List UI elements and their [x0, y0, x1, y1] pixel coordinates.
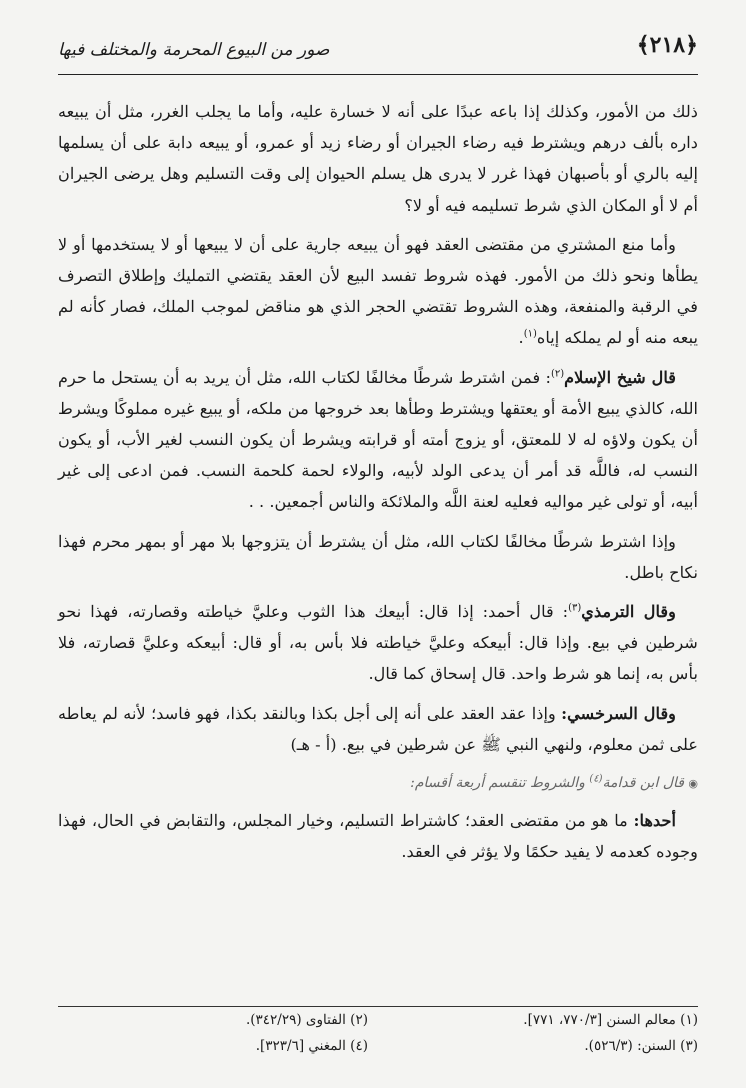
paragraph-text: : فمن اشترط شرطًا مخالفًا لكتاب الله، مثل أن يريد به أن يستحل ما حرم الله، كالذي يبيع الأمة أو يعتقها ويشترط وطأها بعد خروجها من ملكه، أو يبيع غيره مملوكًا ويشرط أن يكون ولاؤه له لا للمعتق، أو يزوج أمته أو قرابته ويشرط أن يكون النسب لغير الأب، أو يكون النسب له، فاللَّه قد أمر أن يدعى الولد لأبيه، والولاء لحمة كلحمة النسب. فمن ادعى إلى غير أبيه، أو تولى غير مواليه فعليه لعنة اللَّه والملائكة والناس أجمعين. . . [58, 367, 698, 512]
paragraph [58, 362, 698, 518]
paragraph [58, 96, 698, 221]
quote-lead: قال شيخ الإسلام [564, 367, 676, 387]
footnote-ref: (٢) [550, 368, 565, 380]
footnote: (٤) المغني [٣٢٣/٦]. [255, 1038, 368, 1054]
paragraph-text: وأما منع المشتري من مقتضى العقد فهو أن يبيعه جارية على أن لا يبيعها أو لا يستخدمها أو لا يطأها ونحو ذلك من الأمور. فهذه شروط تفسد البيع لأن العقد يقتضي التمليك وإطلاق التصرف في الرقبة والمنفعة، وهذه الشروط تقتضي الحجر الذي هو مناقض لموجب الملك، فصار كأنه لم يبعه منه أو لم يملكه إياه [58, 234, 698, 348]
bullet-icon: ◉ [688, 777, 698, 791]
paragraph [58, 526, 698, 588]
footnote: (١) معالم السنن [٧٧٠/٣، ٧٧١]. [523, 1012, 698, 1028]
footnote: (٣) السنن: (٥٢٦/٣). [584, 1038, 698, 1054]
footnote: (٢) الفتاوى (٣٤٢/٢٩). [245, 1012, 368, 1028]
paragraph-text: وإذا عقد العقد على أنه إلى أجل بكذا وبالنقد بكذا، فهو فاسد؛ لأنه لم يعاطه على ثمن معلوم، ولنهي النبي ﷺ عن شرطين في بيع. (أ - هـ) [58, 703, 698, 754]
page-header [58, 32, 698, 72]
footnotes [58, 1012, 698, 1072]
paragraph-text: ما هو من مقتضى العقد؛ كاشتراط التسليم، وخيار المجلس، والتقابض في الحال، فهذا وجوده كعدمه لا يفيد حكمًا ولا يؤثر في العقد. [58, 811, 698, 862]
paragraph [58, 596, 698, 690]
faded-note [58, 768, 698, 799]
quote-lead: وقال الترمذي [581, 602, 676, 622]
footnote-ref: (٣) [568, 602, 582, 614]
page-number: ﴿٢١٨﴾ [636, 32, 698, 58]
paragraph [58, 805, 698, 867]
quote-lead: أحدها: [633, 811, 676, 831]
running-title: صور من البيوع المحرمة والمختلف فيها [58, 40, 330, 60]
paragraph-end: . [518, 328, 524, 348]
footnote-ref: (١) [523, 329, 537, 341]
footnote-ref: (٤) [589, 773, 603, 785]
header-divider [58, 74, 698, 75]
paragraph [58, 698, 698, 760]
main-text [58, 96, 698, 966]
quote-lead: وقال السرخسي: [561, 703, 676, 723]
paragraph-text: ذلك من الأمور، وكذلك إذا باعه عبدًا على أنه لا خسارة عليه، وأما ما يجلب الغرر، مثل أن يبيعه داره بألف درهم ويشترط فيه رضاء الجيران أو رضاء زيد أو عمرو، أو يبيعه دابة على أن يسلمها إليه بالري أو بأصبهان فهذا غرر لا يدرى هل يسلم الحيوان إلى وقت التسليم وهل يرضى الجيران أم لا أو المكان الذي شرط تسليمه فيه أو لا؟ [58, 102, 698, 215]
paragraph [58, 229, 698, 354]
paragraph-text: وإذا اشترط شرطًا مخالفًا لكتاب الله، مثل أن يشترط أن يتزوجها بلا مهر أو بمهر محرم فهذا نكاح باطل. [58, 531, 698, 582]
note-tail: والشروط تنقسم أربعة أقسام: [410, 775, 590, 792]
paragraph-text: : قال أحمد: إذا قال: أبيعك هذا الثوب وعليَّ خياطته وقصارته، فهذا نحو شرطين في بيع. وإذا قال: أبيعكه وعليَّ خياطته فلا بأس به، أو قال: أبيعكه وعليَّ قصارته، فلا بأس به، إنما هو شرط واحد. قال إسحاق كما قال. [58, 602, 698, 684]
note-text: قال ابن قدامة [602, 775, 684, 792]
footnote-divider [58, 1006, 698, 1007]
